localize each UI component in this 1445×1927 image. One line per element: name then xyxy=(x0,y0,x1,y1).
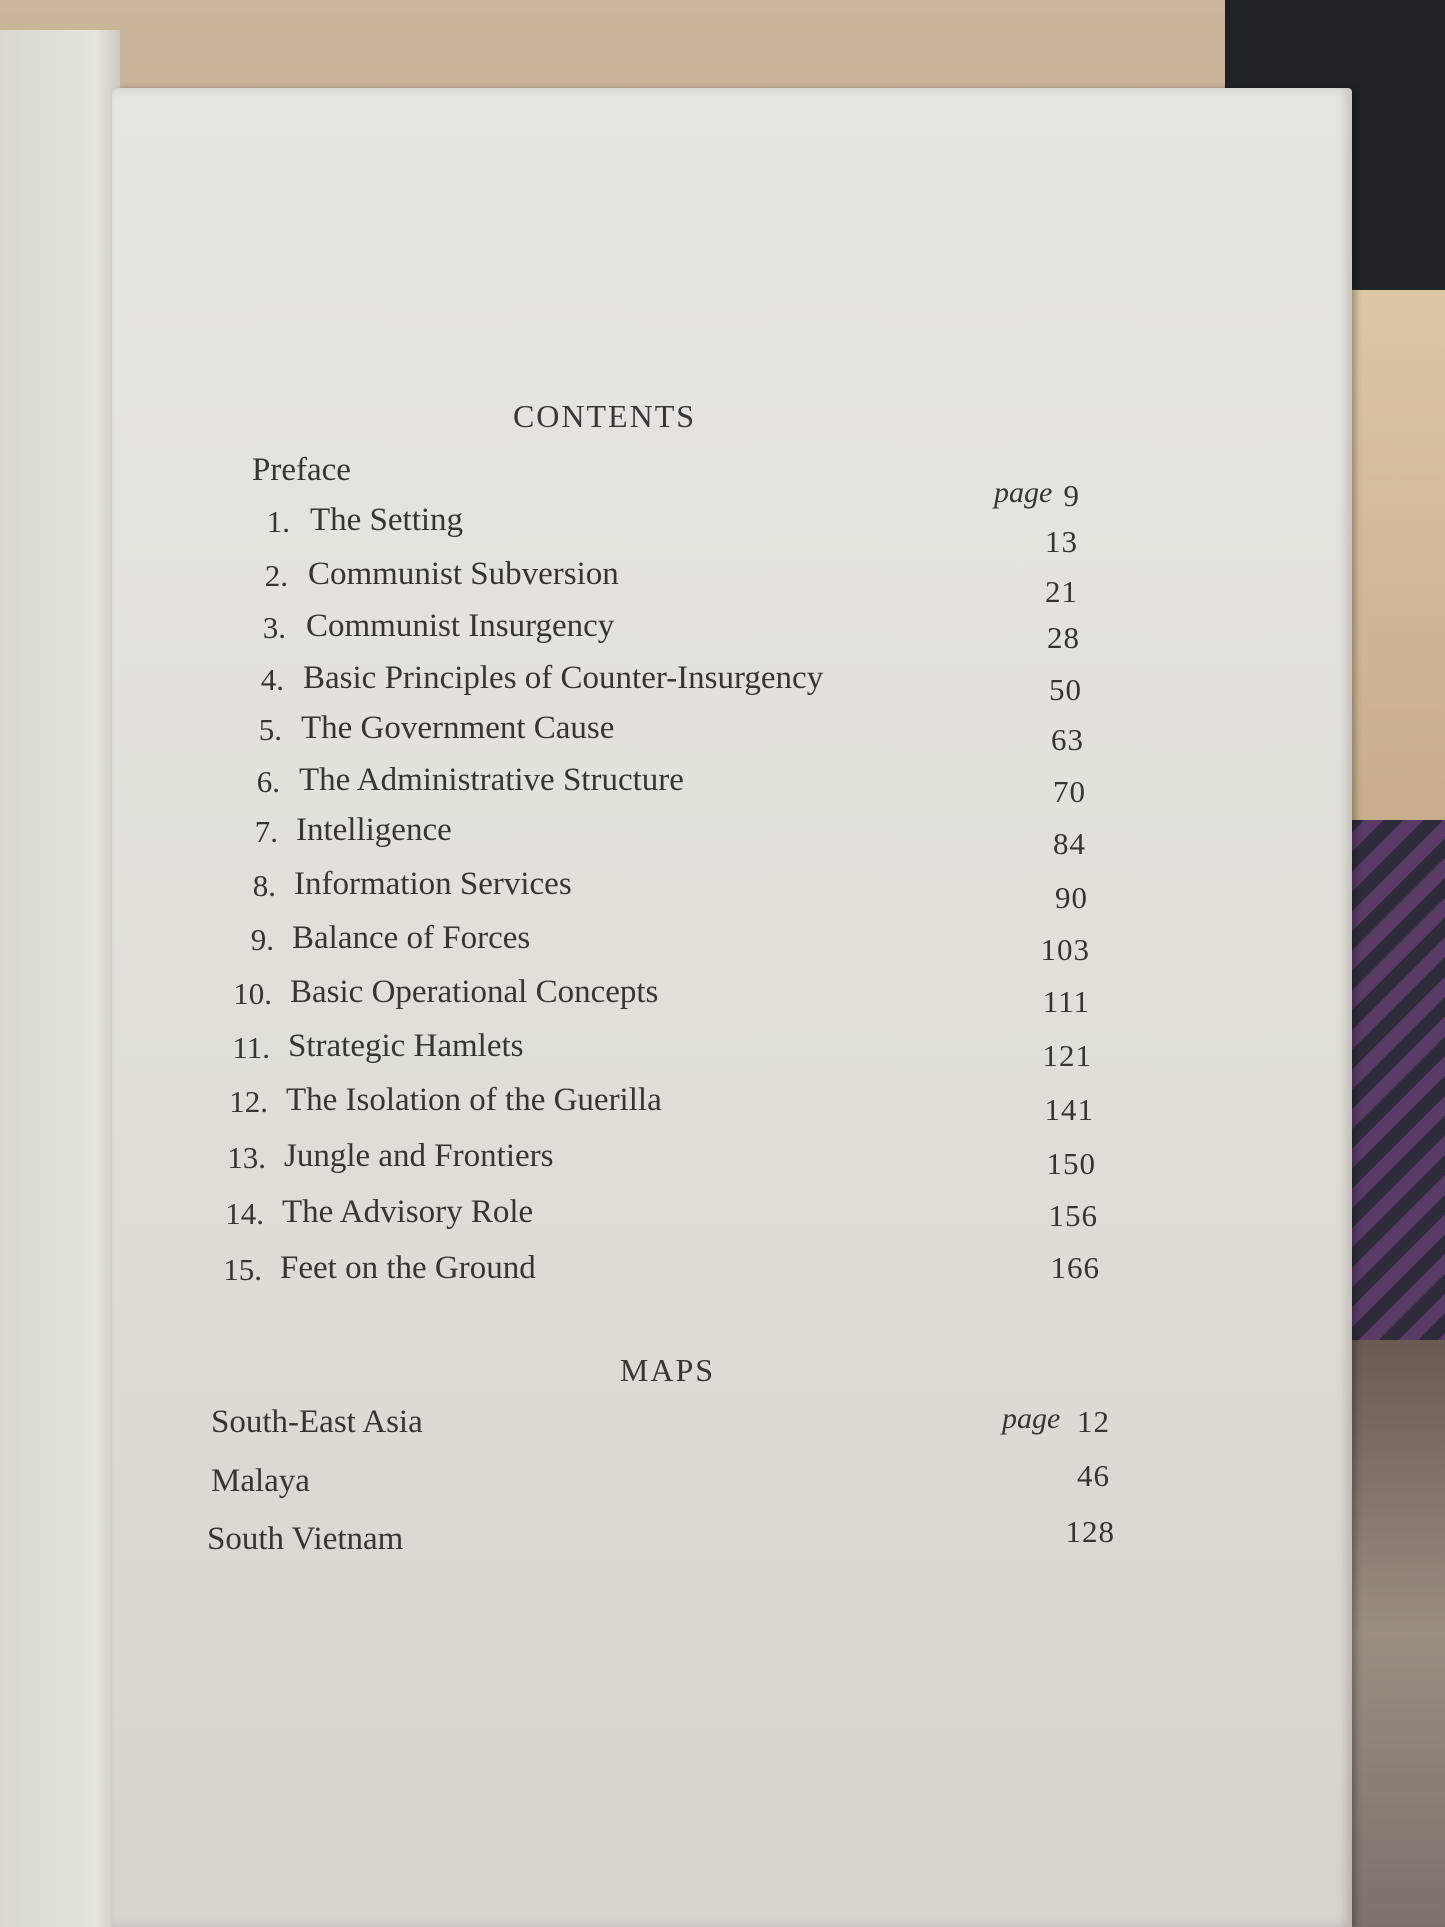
map-item-title: Malaya xyxy=(211,1463,310,1499)
chapter-number: 3. xyxy=(262,610,286,645)
chapter-title: The Government Cause xyxy=(301,710,615,746)
chapter-number: 12. xyxy=(229,1084,268,1119)
preface-page-word: page xyxy=(994,476,1053,509)
chapter-title: Communist Insurgency xyxy=(306,608,615,644)
map-item-page-word: page xyxy=(1002,1402,1061,1435)
chapter-number: 13. xyxy=(227,1140,266,1175)
map-item-title: South-East Asia xyxy=(211,1404,423,1440)
chapter-number: 8. xyxy=(252,868,276,903)
chapter-title: The Isolation of the Guerilla xyxy=(286,1082,662,1118)
maps-heading: MAPS xyxy=(619,1352,716,1388)
left-page xyxy=(0,30,121,1927)
chapter-title: The Administrative Structure xyxy=(299,762,684,798)
chapter-title: Balance of Forces xyxy=(292,920,531,956)
chapter-page: 121 xyxy=(1042,1038,1092,1073)
chapter-page: 28 xyxy=(1047,620,1080,655)
chapter-page: 13 xyxy=(1045,524,1078,559)
chapter-page: 103 xyxy=(1040,932,1090,967)
map-item-page: 128 xyxy=(1065,1514,1115,1549)
chapter-page: 111 xyxy=(1042,984,1090,1019)
chapter-title: The Advisory Role xyxy=(282,1194,534,1230)
chapter-page: 156 xyxy=(1048,1198,1098,1233)
chapter-title: Intelligence xyxy=(296,812,452,848)
chapter-page: 70 xyxy=(1053,774,1086,809)
chapter-page: 141 xyxy=(1044,1092,1094,1127)
chapter-title: The Setting xyxy=(310,502,464,538)
map-item-page: 46 xyxy=(1077,1458,1110,1493)
contents-heading: CONTENTS xyxy=(512,398,697,434)
chapter-number: 1. xyxy=(266,504,290,539)
chapter-page: 90 xyxy=(1055,880,1088,915)
chapter-title: Information Services xyxy=(294,866,572,902)
chapter-page: 150 xyxy=(1046,1146,1096,1181)
chapter-number: 5. xyxy=(258,712,282,747)
map-item-page: 12 xyxy=(1077,1404,1110,1439)
chapter-title: Basic Operational Concepts xyxy=(290,974,659,1010)
chapter-number: 9. xyxy=(250,922,274,957)
preface-page: 9 xyxy=(1063,478,1080,513)
chapter-number: 4. xyxy=(260,662,284,697)
chapter-title: Jungle and Frontiers xyxy=(284,1138,554,1174)
chapter-title: Basic Principles of Counter-Insurgency xyxy=(303,660,824,696)
chapter-page: 84 xyxy=(1053,826,1086,861)
preface-label: Preface xyxy=(252,452,351,488)
chapter-page: 166 xyxy=(1050,1250,1100,1285)
chapter-number: 14. xyxy=(225,1196,264,1231)
chapter-page: 50 xyxy=(1049,672,1082,707)
chapter-title: Strategic Hamlets xyxy=(288,1028,524,1064)
chapter-number: 2. xyxy=(264,558,288,593)
chapter-page: 21 xyxy=(1045,574,1078,609)
map-item-title: South Vietnam xyxy=(207,1521,404,1557)
chapter-number: 6. xyxy=(256,764,280,799)
chapter-number: 11. xyxy=(232,1030,270,1065)
chapter-number: 15. xyxy=(223,1252,262,1287)
chapter-title: Feet on the Ground xyxy=(280,1250,536,1286)
chapter-number: 10. xyxy=(233,976,272,1011)
chapter-page: 63 xyxy=(1051,722,1084,757)
chapter-number: 7. xyxy=(254,814,278,849)
chapter-title: Communist Subversion xyxy=(308,556,619,592)
